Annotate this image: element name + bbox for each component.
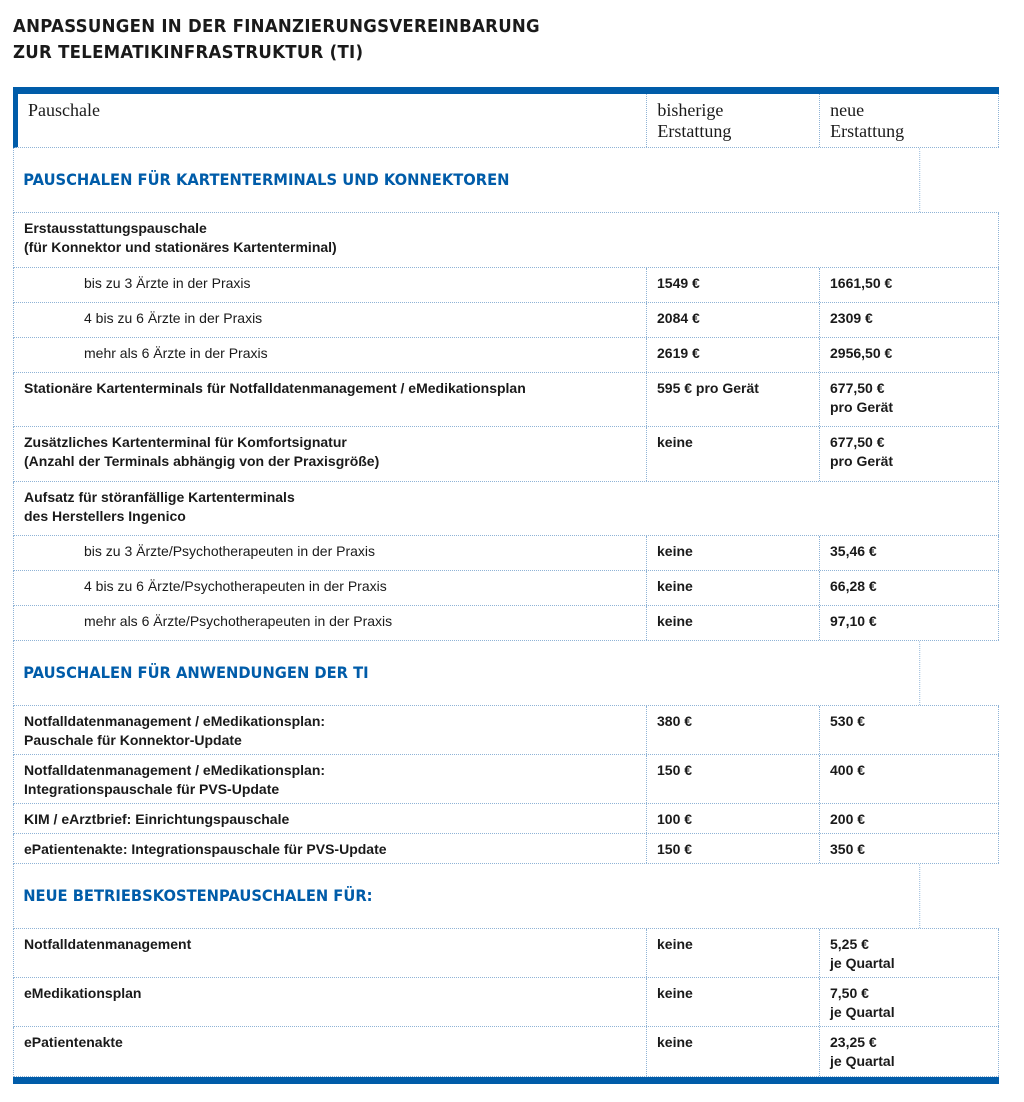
pauschale-label: mehr als 6 Ärzte/Psychotherapeuten in der Praxis xyxy=(14,606,647,640)
label-line: ePatientenakte xyxy=(24,1034,123,1050)
pauschale-label xyxy=(14,929,647,977)
table-row xyxy=(13,338,999,373)
old-reimbursement xyxy=(647,804,820,833)
new-reimbursement xyxy=(820,536,999,570)
label-line: Notfalldatenmanagement / eMedikationsplan: xyxy=(24,713,326,729)
value-line: 530 € xyxy=(830,713,866,729)
label-line: Notfalldatenmanagement / eMedikationsplan: xyxy=(24,762,326,778)
table-row xyxy=(13,804,999,834)
old-reimbursement xyxy=(647,427,820,481)
value-line: keine xyxy=(657,613,693,629)
label-line: Aufsatz für störanfällige Kartenterminals xyxy=(24,489,295,505)
old-reimbursement xyxy=(647,338,820,372)
new-reimbursement xyxy=(820,427,999,481)
section-row xyxy=(13,641,999,706)
pauschale-label: mehr als 6 Ärzte in der Praxis xyxy=(14,338,647,372)
pauschale-label xyxy=(14,373,647,426)
new-reimbursement xyxy=(820,571,999,605)
new-reimbursement xyxy=(820,338,999,372)
new-reimbursement xyxy=(820,804,999,833)
new-reimbursement xyxy=(820,303,999,337)
new-reimbursement xyxy=(820,755,999,803)
old-reimbursement xyxy=(647,1027,820,1076)
value-line: 1661,50 € xyxy=(830,275,893,291)
value-line: keine xyxy=(657,578,693,594)
value-line: keine xyxy=(657,985,693,1001)
table-row xyxy=(13,571,999,606)
new-reimbursement xyxy=(820,706,999,754)
value-line: pro Gerät xyxy=(830,399,894,415)
value-line: 150 € xyxy=(657,841,693,857)
new-reimbursement xyxy=(820,373,999,426)
old-reimbursement xyxy=(647,834,820,863)
value-line: 2619 € xyxy=(657,345,700,361)
value-line: je Quartal xyxy=(830,1004,895,1020)
table-header xyxy=(13,94,999,148)
old-reimbursement xyxy=(647,706,820,754)
value-line: 1549 € xyxy=(657,275,700,291)
value-line: keine xyxy=(657,543,693,559)
new-reimbursement xyxy=(820,268,999,302)
table-row xyxy=(13,427,999,482)
section-heading: NEUE BETRIEBSKOSTENPAUSCHALEN FÜR: xyxy=(14,864,920,928)
value-line: keine xyxy=(657,936,693,952)
table-row xyxy=(13,268,999,303)
new-reimbursement xyxy=(820,929,999,977)
table-row xyxy=(13,978,999,1027)
group-label xyxy=(14,213,999,267)
value-line: 5,25 € xyxy=(830,936,869,952)
table-row xyxy=(13,373,999,427)
old-reimbursement xyxy=(647,755,820,803)
label-line: Erstausstattungspauschale xyxy=(24,220,207,236)
old-reimbursement xyxy=(647,268,820,302)
label-line: eMedikationsplan xyxy=(24,985,142,1001)
value-line: 150 € xyxy=(657,762,693,778)
value-line: 677,50 € xyxy=(830,380,885,396)
label-line: ePatientenakte: Integrationspauschale für PVS-Update xyxy=(24,841,387,857)
old-reimbursement xyxy=(647,373,820,426)
pauschale-label xyxy=(14,1027,647,1076)
header-text: Erstattung xyxy=(657,121,732,141)
new-reimbursement xyxy=(820,834,999,863)
value-line: 66,28 € xyxy=(830,578,877,594)
section-heading: PAUSCHALEN FÜR ANWENDUNGEN DER TI xyxy=(14,641,920,705)
pauschale-label xyxy=(14,427,647,481)
table-row xyxy=(13,303,999,338)
value-line: 23,25 € xyxy=(830,1034,877,1050)
table-row xyxy=(13,606,999,641)
section-heading: PAUSCHALEN FÜR KARTENTERMINALS UND KONNEKTOREN xyxy=(14,148,920,212)
table-row xyxy=(13,755,999,804)
table-row xyxy=(13,706,999,755)
value-line: keine xyxy=(657,1034,693,1050)
pauschale-label: 4 bis zu 6 Ärzte in der Praxis xyxy=(14,303,647,337)
value-line: 2956,50 € xyxy=(830,345,893,361)
value-line: 380 € xyxy=(657,713,693,729)
header-pauschale: Pauschale xyxy=(18,94,647,147)
label-line: (Anzahl der Terminals abhängig von der Praxisgröße) xyxy=(24,453,380,469)
value-line: 2309 € xyxy=(830,310,873,326)
value-line: keine xyxy=(657,434,693,450)
pauschale-label: bis zu 3 Ärzte/Psychotherapeuten in der Praxis xyxy=(14,536,647,570)
pauschale-label xyxy=(14,804,647,833)
value-line: 2084 € xyxy=(657,310,700,326)
label-line: Integrationspauschale für PVS-Update xyxy=(24,781,280,797)
table-row xyxy=(13,1027,999,1077)
pauschale-label xyxy=(14,755,647,803)
table-row xyxy=(13,929,999,978)
old-reimbursement xyxy=(647,303,820,337)
value-line: je Quartal xyxy=(830,1053,895,1069)
old-reimbursement xyxy=(647,606,820,640)
value-line: 200 € xyxy=(830,811,866,827)
old-reimbursement xyxy=(647,571,820,605)
header-text: Erstattung xyxy=(830,121,905,141)
section-row xyxy=(13,148,999,213)
pauschale-label xyxy=(14,706,647,754)
old-reimbursement xyxy=(647,929,820,977)
new-reimbursement xyxy=(820,1027,999,1076)
header-bisherige-erstattung xyxy=(647,94,820,147)
table-row xyxy=(13,482,999,536)
new-reimbursement xyxy=(820,606,999,640)
label-line: KIM / eArztbrief: Einrichtungspauschale xyxy=(24,811,290,827)
label-line: Notfalldatenmanagement xyxy=(24,936,192,952)
value-line: 677,50 € xyxy=(830,434,885,450)
label-line: Stationäre Kartenterminals für Notfalldatenmanagement / eMedikationsplan xyxy=(24,380,526,396)
value-line: 97,10 € xyxy=(830,613,877,629)
label-line: des Herstellers Ingenico xyxy=(24,508,186,524)
label-line: Pauschale für Konnektor-Update xyxy=(24,732,242,748)
value-line: je Quartal xyxy=(830,955,895,971)
label-line: Zusätzliches Kartenterminal für Komfortsignatur xyxy=(24,434,347,450)
value-line: 400 € xyxy=(830,762,866,778)
old-reimbursement xyxy=(647,536,820,570)
value-line: 595 € pro Gerät xyxy=(657,380,759,396)
pauschale-label: bis zu 3 Ärzte in der Praxis xyxy=(14,268,647,302)
value-line: 350 € xyxy=(830,841,866,857)
group-label xyxy=(14,482,999,535)
title-line-1: ANPASSUNGEN IN DER FINANZIERUNGSVEREINBARUNG xyxy=(13,16,540,37)
old-reimbursement xyxy=(647,978,820,1026)
header-neue-erstattung xyxy=(820,94,999,147)
pauschale-label: 4 bis zu 6 Ärzte/Psychotherapeuten in der Praxis xyxy=(14,571,647,605)
table-row xyxy=(13,834,999,864)
page-title xyxy=(13,14,540,66)
section-row xyxy=(13,864,999,929)
value-line: pro Gerät xyxy=(830,453,894,469)
header-text: bisherige xyxy=(657,100,724,120)
table-row xyxy=(13,536,999,571)
new-reimbursement xyxy=(820,978,999,1026)
title-line-2: ZUR TELEMATIKINFRASTRUKTUR (TI) xyxy=(13,42,364,63)
pauschale-label xyxy=(14,978,647,1026)
pauschale-label xyxy=(14,834,647,863)
value-line: 7,50 € xyxy=(830,985,869,1001)
label-line: (für Konnektor und stationäres Kartenterminal) xyxy=(24,239,337,255)
value-line: 35,46 € xyxy=(830,543,877,559)
header-text: neue xyxy=(830,100,865,120)
value-line: 100 € xyxy=(657,811,693,827)
reimbursement-table xyxy=(13,87,999,1084)
table-row xyxy=(13,213,999,268)
